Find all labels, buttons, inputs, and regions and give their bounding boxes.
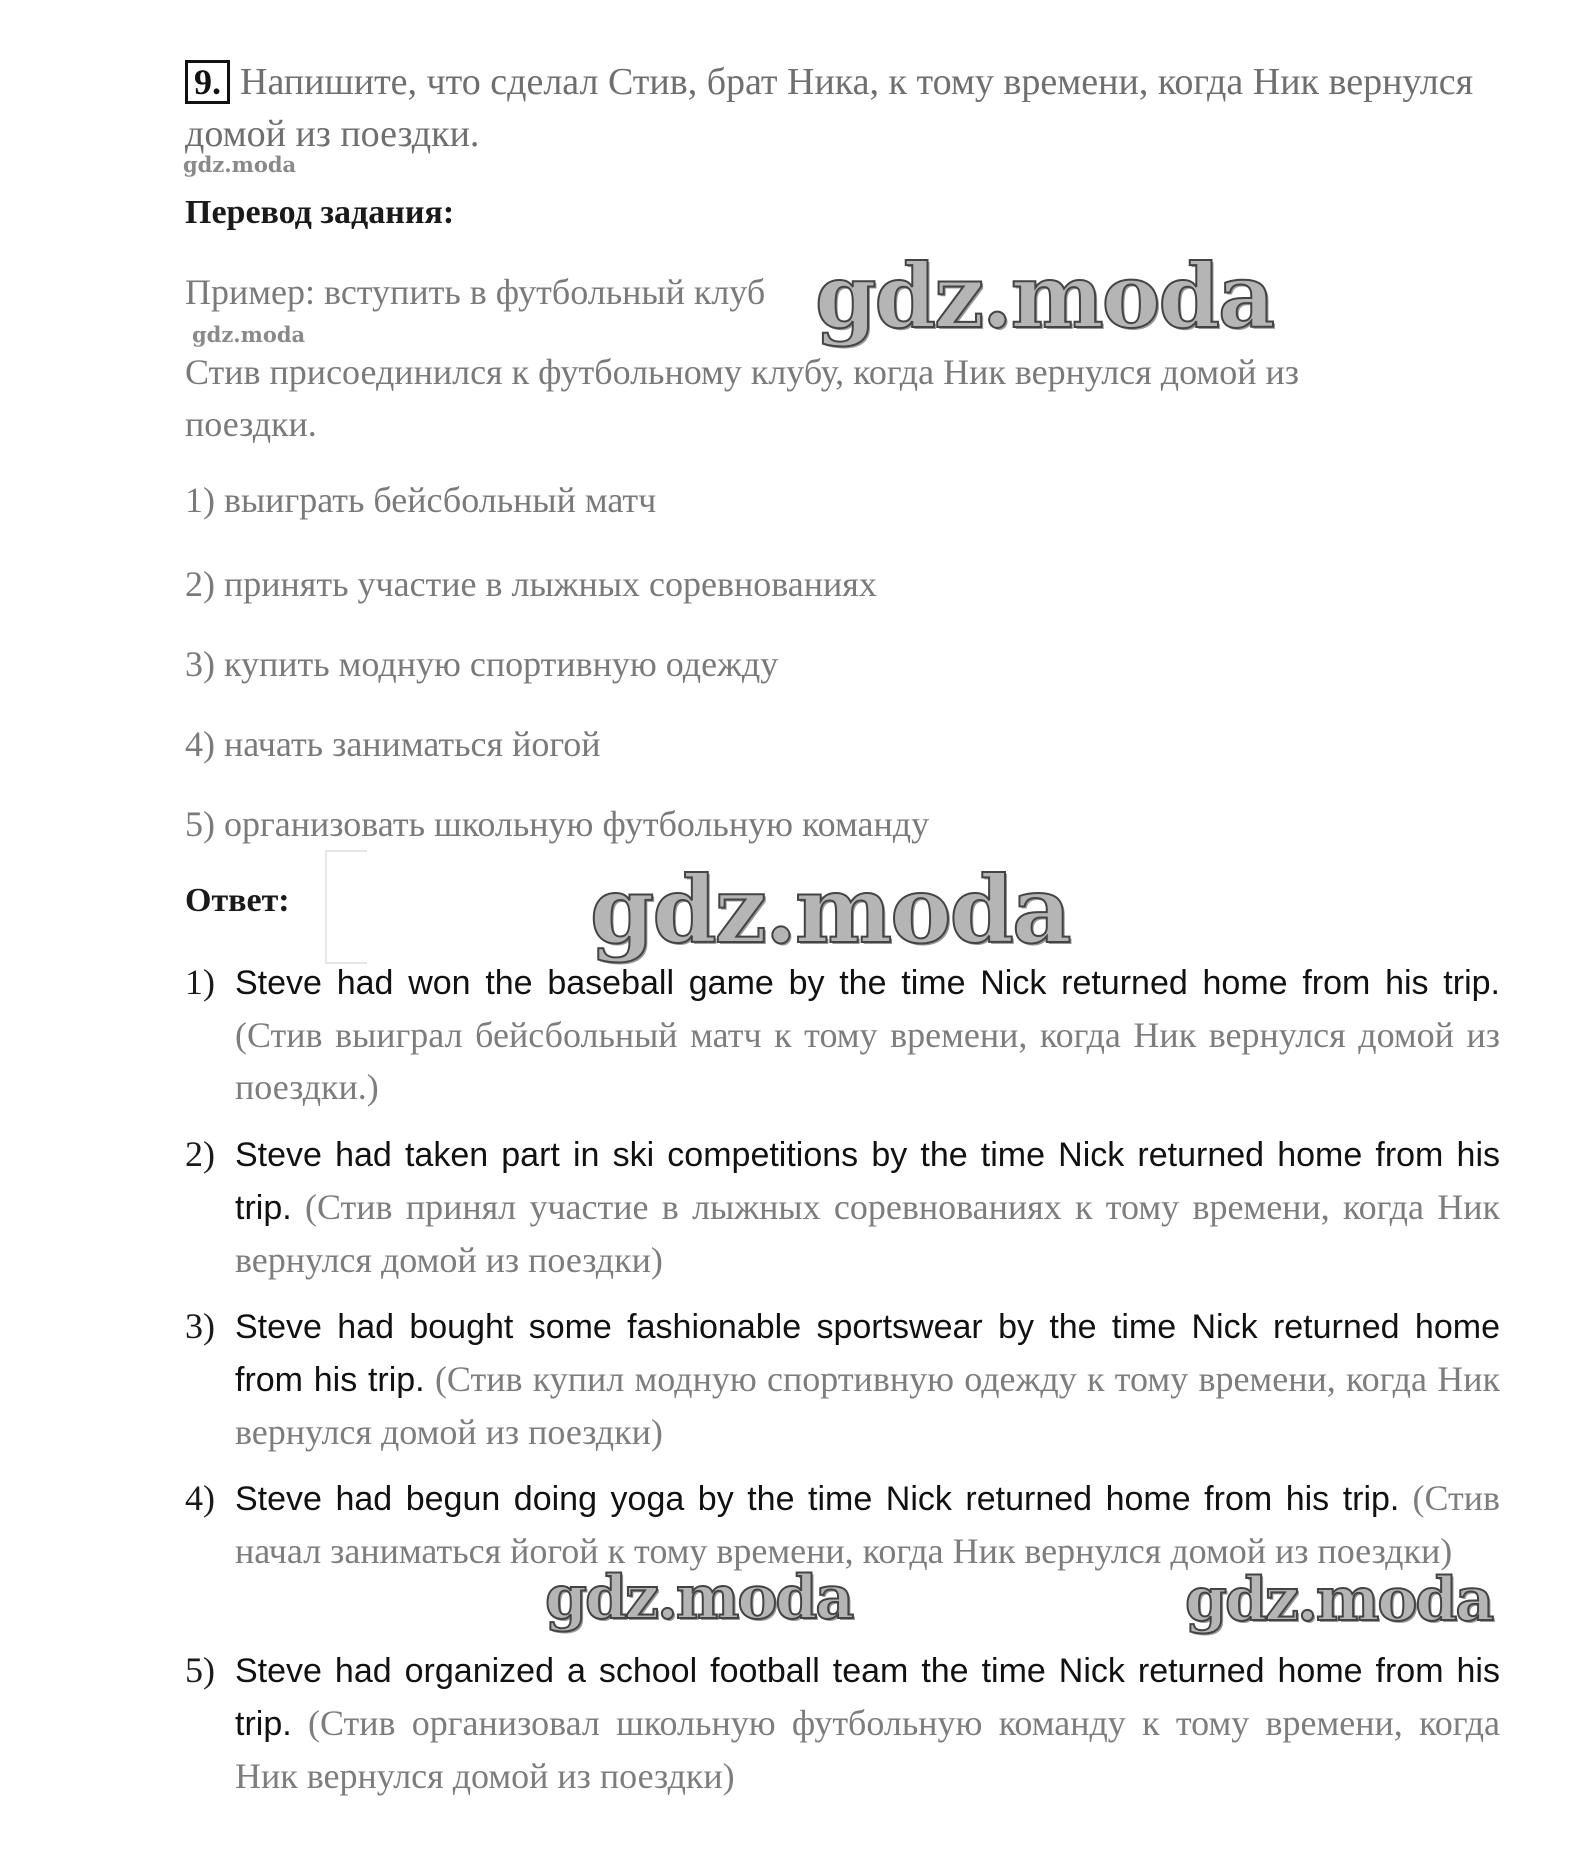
answer-russian: (Стив принял участие в лыжных соревнованиях к тому времени, когда Ник вернулся домой из поездки) — [235, 1187, 1501, 1280]
answer-item — [185, 956, 1500, 1113]
answer-number: 3) — [185, 1306, 215, 1346]
answer-english: Steve had bought some fashionable sportswear by the time Nick returned home from his trip. — [235, 1308, 1500, 1399]
answer-heading: Ответ: — [185, 882, 290, 919]
answer-english: Steve had taken part in ski competitions by the time Nick returned home from his trip. — [235, 1136, 1500, 1227]
answer-text — [235, 1300, 1500, 1458]
answer-russian: (Стив организовал школьную футбольную команду к тому времени, когда Ник вернулся домой из поездки) — [235, 1703, 1501, 1796]
translation-item: 1) выиграть бейсбольный матч — [185, 480, 657, 520]
answer-russian: (Стив выиграл бейсбольный матч к тому времени, когда Ник вернулся домой из поездки.) — [235, 1015, 1500, 1107]
watermark-large: gdz.moda — [545, 1563, 853, 1633]
answer-text — [235, 1644, 1500, 1802]
answer-item — [185, 1128, 1500, 1286]
watermark-large: gdz.moda — [815, 244, 1274, 348]
translation-item: 2) принять участие в лыжных соревнованиях — [185, 564, 877, 604]
watermark-large: gdz.moda — [1185, 1565, 1493, 1635]
translation-item: 4) начать заниматься йогой — [185, 724, 601, 764]
watermark-small: gdz.moda — [192, 322, 306, 347]
answer-english: Steve had organized a school football team the time Nick returned home from his trip. — [235, 1652, 1500, 1743]
answer-number: 4) — [185, 1478, 215, 1518]
answer-item — [185, 1472, 1500, 1577]
answer-english: Steve had won the baseball game by the time Nick returned home from his trip. — [235, 964, 1500, 1002]
answer-text — [235, 956, 1500, 1113]
translation-heading: Перевод задания: — [185, 194, 455, 231]
answer-number: 1) — [185, 962, 215, 1002]
answer-item — [185, 1300, 1500, 1458]
answer-english: Steve had begun doing yoga by the time Nick returned home from his trip. — [235, 1480, 1400, 1518]
task-number: 9. — [185, 60, 230, 104]
translation-example-label: Пример: вступить в футбольный клуб — [185, 272, 766, 312]
translation-example-sentence: Стив присоединился к футбольному клубу, когда Ник вернулся домой из поездки. — [185, 352, 1299, 444]
translation-item: 5) организовать школьную футбольную команду — [185, 804, 930, 844]
faint-bracket-mark — [325, 850, 367, 964]
answer-text — [235, 1128, 1500, 1286]
answer-number: 5) — [185, 1650, 215, 1690]
answer-number: 2) — [185, 1134, 215, 1174]
answer-text — [235, 1472, 1500, 1577]
answer-item — [185, 1644, 1500, 1802]
task-statement — [185, 56, 1515, 160]
translation-item: 3) купить модную спортивную одежду — [185, 644, 779, 684]
watermark-small: gdz.moda — [183, 152, 297, 177]
answer-russian: (Стив начал заниматься йогой к тому времени, когда Ник вернулся домой из поездки) — [235, 1478, 1501, 1571]
task-text: Напишите, что сделал Стив, брат Ника, к тому времени, когда Ник вернулся домой из поездки. — [185, 61, 1474, 155]
watermark-large: gdz.moda — [590, 856, 1070, 964]
answer-russian: (Стив купил модную спортивную одежду к тому времени, когда Ник вернулся домой из поездки) — [235, 1359, 1500, 1452]
